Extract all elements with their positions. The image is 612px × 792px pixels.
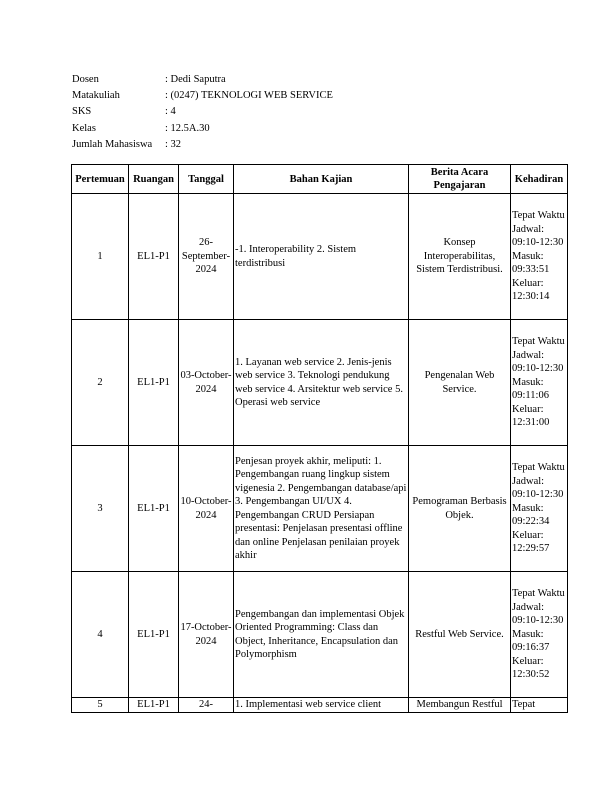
- cell-berita: Pemograman Berbasis Objek.: [409, 446, 511, 572]
- cell-bahan: Penjesan proyek akhir, meliputi: 1. Pengembangan ruang lingkup sistem vigenesia 2. Pengembangan database/api 3. Pengembangan UI/UX 4. Pengembangan CRUD Persiapan presentasi: Penjelasan presentasi offline dan online Penjelasan penilaian proyek akhir: [234, 446, 409, 572]
- col-header-ruangan: Ruangan: [129, 165, 179, 194]
- col-header-tanggal: Tanggal: [179, 165, 234, 194]
- info-value: : (0247) TEKNOLOGI WEB SERVICE: [165, 90, 333, 102]
- cell-pertemuan: 4: [72, 572, 129, 698]
- cell-tanggal: 03-October-2024: [179, 320, 234, 446]
- info-label: Kelas: [72, 122, 96, 134]
- cell-pertemuan: 3: [72, 446, 129, 572]
- cell-kehadiran: Tepat Waktu Jadwal: 09:10-12:30 Masuk: 09:11:06 Keluar: 12:31:00: [511, 320, 568, 446]
- info-dosen: [72, 72, 333, 88]
- cell-bahan: 1. Layanan web service 2. Jenis-jenis web service 3. Teknologi pendukung web service 4. Arsitektur web service 5. Operasi web service: [234, 320, 409, 446]
- cell-berita: Pengenalan Web Service.: [409, 320, 511, 446]
- table-row: [72, 320, 568, 446]
- cell-tanggal: 17-October-2024: [179, 572, 234, 698]
- cell-berita: Konsep Interoperabilitas, Sistem Terdistribusi.: [409, 194, 511, 320]
- cell-kehadiran: Tepat Waktu Jadwal: 09:10-12:30 Masuk: 09:22:34 Keluar: 12:29:57: [511, 446, 568, 572]
- table-row: [72, 446, 568, 572]
- cell-kehadiran: Tepat: [511, 698, 568, 713]
- info-value: : 12.5A.30: [165, 122, 210, 134]
- cell-pertemuan: 2: [72, 320, 129, 446]
- cell-kehadiran: Tepat Waktu Jadwal: 09:10-12:30 Masuk: 09:33:51 Keluar: 12:30:14: [511, 194, 568, 320]
- info-kelas: [72, 121, 333, 137]
- cell-ruangan: EL1-P1: [129, 572, 179, 698]
- info-value: : 4: [165, 106, 176, 118]
- cell-berita: Membangun Restful: [409, 698, 511, 713]
- cell-bahan: Pengembangan dan implementasi Objek Oriented Programming: Class dan Object, Inheritance, Encapsulation dan Polymorphism: [234, 572, 409, 698]
- info-matakuliah: [72, 88, 333, 104]
- cell-tanggal: 24-: [179, 698, 234, 713]
- course-info: [72, 72, 333, 153]
- table-row: [72, 194, 568, 320]
- table-row: [72, 698, 568, 713]
- info-label: SKS: [72, 106, 92, 118]
- col-header-berita: Berita Acara Pengajaran: [409, 165, 511, 194]
- info-value: : Dedi Saputra: [165, 74, 226, 85]
- table-header-row: [72, 165, 568, 194]
- cell-pertemuan: 1: [72, 194, 129, 320]
- cell-ruangan: EL1-P1: [129, 320, 179, 446]
- info-sks: [72, 104, 333, 120]
- attendance-table: [71, 164, 568, 713]
- cell-tanggal: 26-September-2024: [179, 194, 234, 320]
- cell-berita: Restful Web Service.: [409, 572, 511, 698]
- info-label: Matakuliah: [72, 90, 120, 102]
- cell-bahan: -1. Interoperability 2. Sistem terdistribusi: [234, 194, 409, 320]
- cell-ruangan: EL1-P1: [129, 194, 179, 320]
- col-header-pertemuan: Pertemuan: [72, 165, 129, 194]
- cell-ruangan: EL1-P1: [129, 698, 179, 713]
- table-row: [72, 572, 568, 698]
- info-label: Dosen: [72, 74, 99, 85]
- info-jumlah: [72, 137, 333, 153]
- cell-ruangan: EL1-P1: [129, 446, 179, 572]
- info-label: Jumlah Mahasiswa: [72, 138, 153, 150]
- cell-kehadiran: Tepat Waktu Jadwal: 09:10-12:30 Masuk: 09:16:37 Keluar: 12:30:52: [511, 572, 568, 698]
- col-header-kehadiran: Kehadiran: [511, 165, 568, 194]
- cell-bahan: 1. Implementasi web service client: [234, 698, 409, 713]
- cell-pertemuan: 5: [72, 698, 129, 713]
- col-header-bahan: Bahan Kajian: [234, 165, 409, 194]
- cell-tanggal: 10-October-2024: [179, 446, 234, 572]
- info-value: : 32: [165, 138, 182, 150]
